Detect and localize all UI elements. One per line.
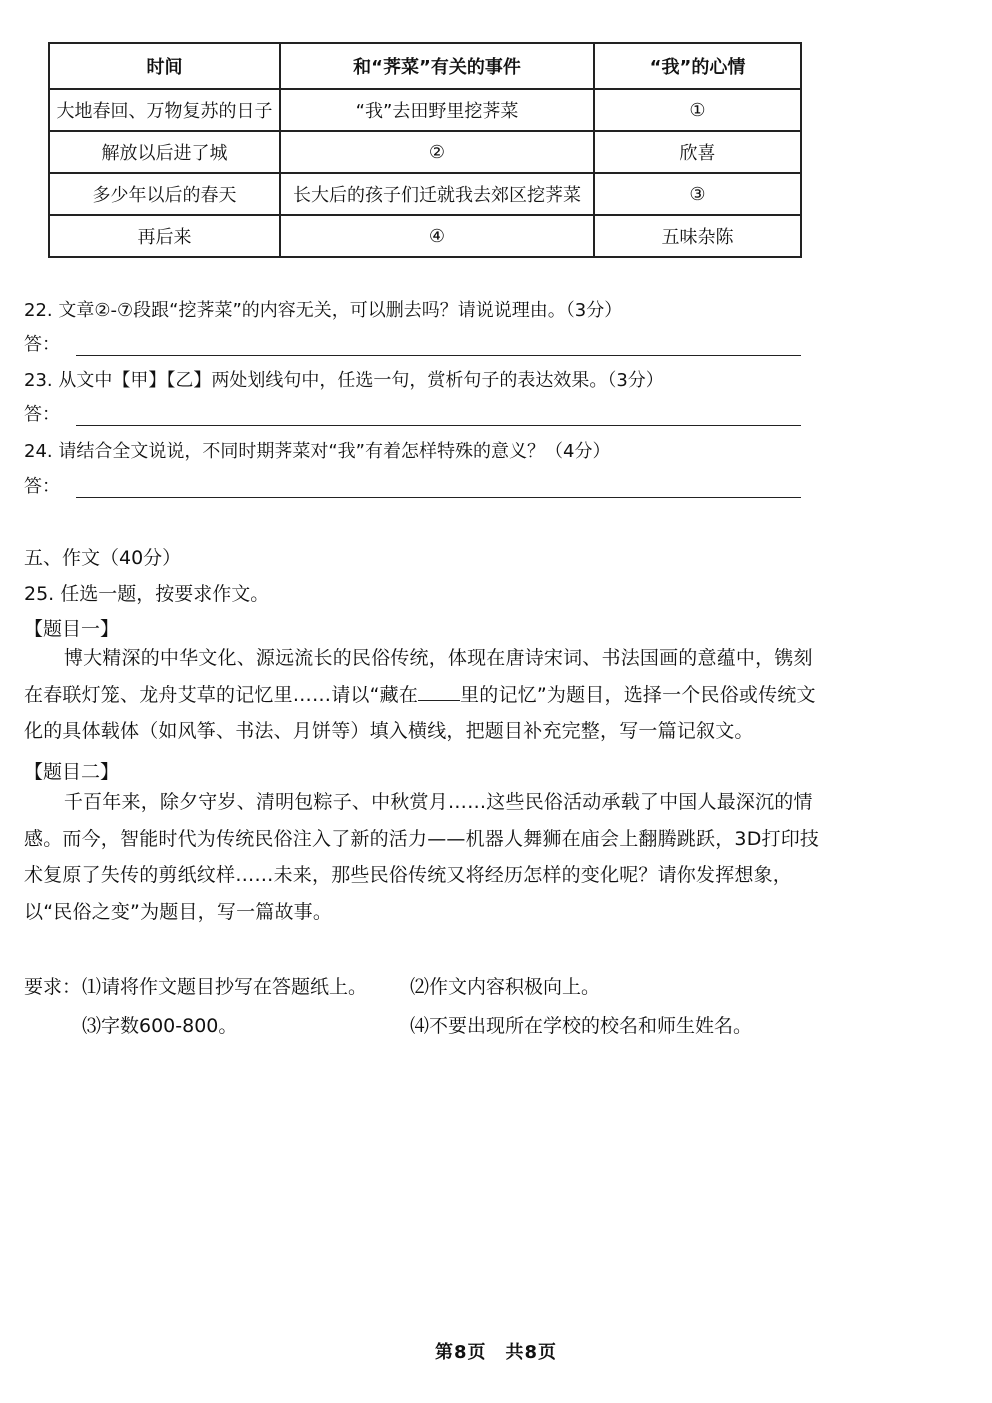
topic1-text-after: 里的记忆”为题目，选择一个民俗或传统文化的具体载体（如风筝、书法、月饼等）填入横线，把题目补充完整，写一篇记叙文。 xyxy=(24,683,816,742)
topic1-text-before: 博大精深的中华文化、源远流长的民俗传统，体现在唐诗宋词、书法国画的意蕴中，镌刻在春联灯笼、龙舟艾草的记忆里……请以“藏在 xyxy=(24,647,813,706)
table-cell: 欣喜 xyxy=(594,131,801,173)
requirement-item: ⑵作文内容积极向上。 xyxy=(410,976,601,998)
table-cell: ③ xyxy=(594,173,801,215)
requirement-item: ⑴请将作文题目抄写在答题纸上。 xyxy=(82,976,368,998)
topic1-label: 【题目一】 xyxy=(24,618,120,640)
answer-label: 答： xyxy=(24,334,60,355)
answer-24[interactable] xyxy=(24,472,801,498)
topic2-text: 千百年来，除夕守岁、清明包粽子、中秋赏月……这些民俗活动承载了中国人最深沉的情感。而今，智能时代为传统民俗注入了新的活力——机器人舞狮在庙会上翻腾跳跃，3D打印技术复原了失传的剪纸纹样……未来，那些民俗传统又将经历怎样的变化呢？请你发挥想象，以“民俗之变”为题目，写一篇故事。 xyxy=(24,791,820,923)
table-cell: ② xyxy=(280,131,594,173)
requirements-label: 要求： xyxy=(24,976,82,998)
requirement-item: ⑶字数600-800。 xyxy=(82,1015,238,1037)
table-cell: 五味杂陈 xyxy=(594,215,801,257)
table-cell: ④ xyxy=(280,215,594,257)
table-row xyxy=(49,89,801,131)
table-row xyxy=(49,215,801,257)
answer-23[interactable] xyxy=(24,400,801,426)
table-cell: ① xyxy=(594,89,801,131)
topic2-label: 【题目二】 xyxy=(24,761,120,783)
page-number: 第8页 共8页 xyxy=(434,1342,558,1363)
answer-line[interactable] xyxy=(76,355,801,356)
question-24: 24. 请结合全文说说，不同时期荠菜对“我”有着怎样特殊的意义？（4分） xyxy=(24,441,611,462)
table-header-cell: “我”的心情 xyxy=(594,43,801,89)
table-cell: 再后来 xyxy=(49,215,280,257)
answer-line[interactable] xyxy=(76,497,801,498)
table-header-cell: 和“荠菜”有关的事件 xyxy=(280,43,594,89)
section-title: 五、作文（40分） xyxy=(24,547,182,569)
table-header-cell: 时间 xyxy=(49,43,280,89)
essay-instruction: 25. 任选一题，按要求作文。 xyxy=(24,583,270,605)
requirement-item: ⑷不要出现所在学校的校名和师生姓名。 xyxy=(410,1015,753,1037)
table-cell: 大地春回、万物复苏的日子 xyxy=(49,89,280,131)
answer-label: 答： xyxy=(24,404,60,425)
answer-label: 答： xyxy=(24,476,60,497)
fill-blank xyxy=(418,682,460,701)
answer-22[interactable] xyxy=(24,330,801,356)
table-cell: 多少年以后的春天 xyxy=(49,173,280,215)
question-22: 22. 文章②-⑦段跟“挖荠菜”的内容无关，可以删去吗？请说说理由。（3分） xyxy=(24,300,623,321)
table-row xyxy=(49,173,801,215)
question-23: 23. 从文中【甲】【乙】两处划线句中，任选一句，赏析句子的表达效果。（3分） xyxy=(24,370,664,391)
event-mood-table xyxy=(48,42,800,258)
table-cell: “我”去田野里挖荠菜 xyxy=(280,89,594,131)
table-cell: 解放以后进了城 xyxy=(49,131,280,173)
answer-line[interactable] xyxy=(76,425,801,426)
topic1-text xyxy=(24,640,824,750)
table-header-row xyxy=(49,43,801,89)
table-cell: 长大后的孩子们迁就我去郊区挖荠菜 xyxy=(280,173,594,215)
table-row xyxy=(49,131,801,173)
